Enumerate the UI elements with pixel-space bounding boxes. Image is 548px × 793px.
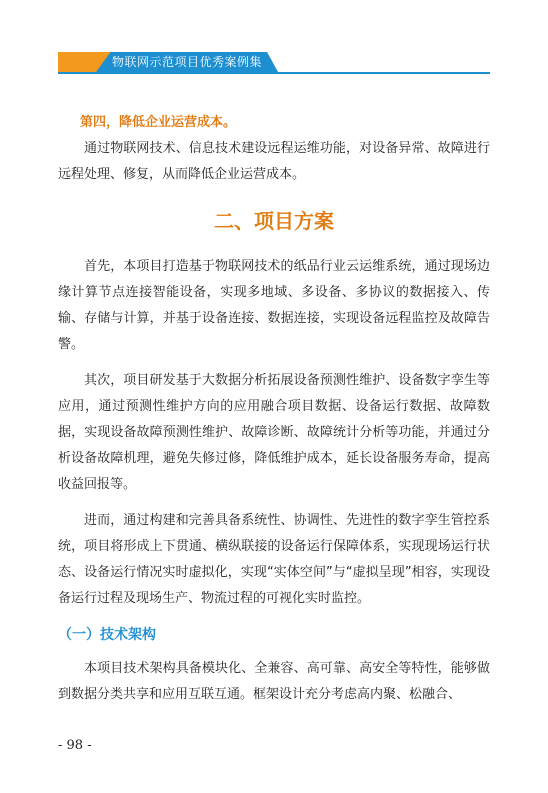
page-body [58,110,490,708]
section-title: 二、项目方案 [214,209,334,233]
subsection-title: （一）技术架构 [58,627,156,643]
section-paragraph-2: 其次，项目研发基于大数据分析拓展设备预测性维护、设备数字孪生等应用，通过预测性维护方向的应用融合项目数据、设备运行数据、故障数据，实现设备故障预测性维护、故障诊断、故障统计分析等功能，并通过分析设备故障机理，避免失修过修，降低维护成本，延长设备服务寿命，提高收益回报等。 [58,373,490,492]
section-paragraph-3: 进而，通过构建和完善具备系统性、协调性、先进性的数字孪生管控系统，项目将形成上下贯通、横纵联接的设备运行保障体系，实现现场运行状态、设备运行情况实时虚拟化，实现“实体空间”与“虚拟呈现”相容，实现设备运行过程及现场生产、物流过程的可视化实时监控。 [58,513,490,606]
intro-subheading: 第四，降低企业运营成本。 [80,115,237,130]
subsection-paragraph: 本项目技术架构具备模块化、全兼容、高可靠、高安全等特性，能够做到数据分类共享和应用互联互通。框架设计充分考虑高内聚、松融合、 [58,661,490,702]
section-paragraph-1: 首先，本项目打造基于物联网技术的纸品行业云运维系统，通过现场边缘计算节点连接智能设备，实现多地域、多设备、多协议的数据接入、传输、存储与计算，并基于设备连接、数据连接，实现设备远程监控及故障告警。 [58,259,490,352]
header-title: 物联网示范项目优秀案例集 [112,55,263,69]
page-number: - 98 - [58,738,92,753]
header-rule [58,72,490,74]
intro-paragraph: 通过物联网技术、信息技术建设远程运维功能，对设备异常、故障进行远程处理、修复，从而降低企业运营成本。 [58,141,490,182]
running-header [0,52,548,78]
